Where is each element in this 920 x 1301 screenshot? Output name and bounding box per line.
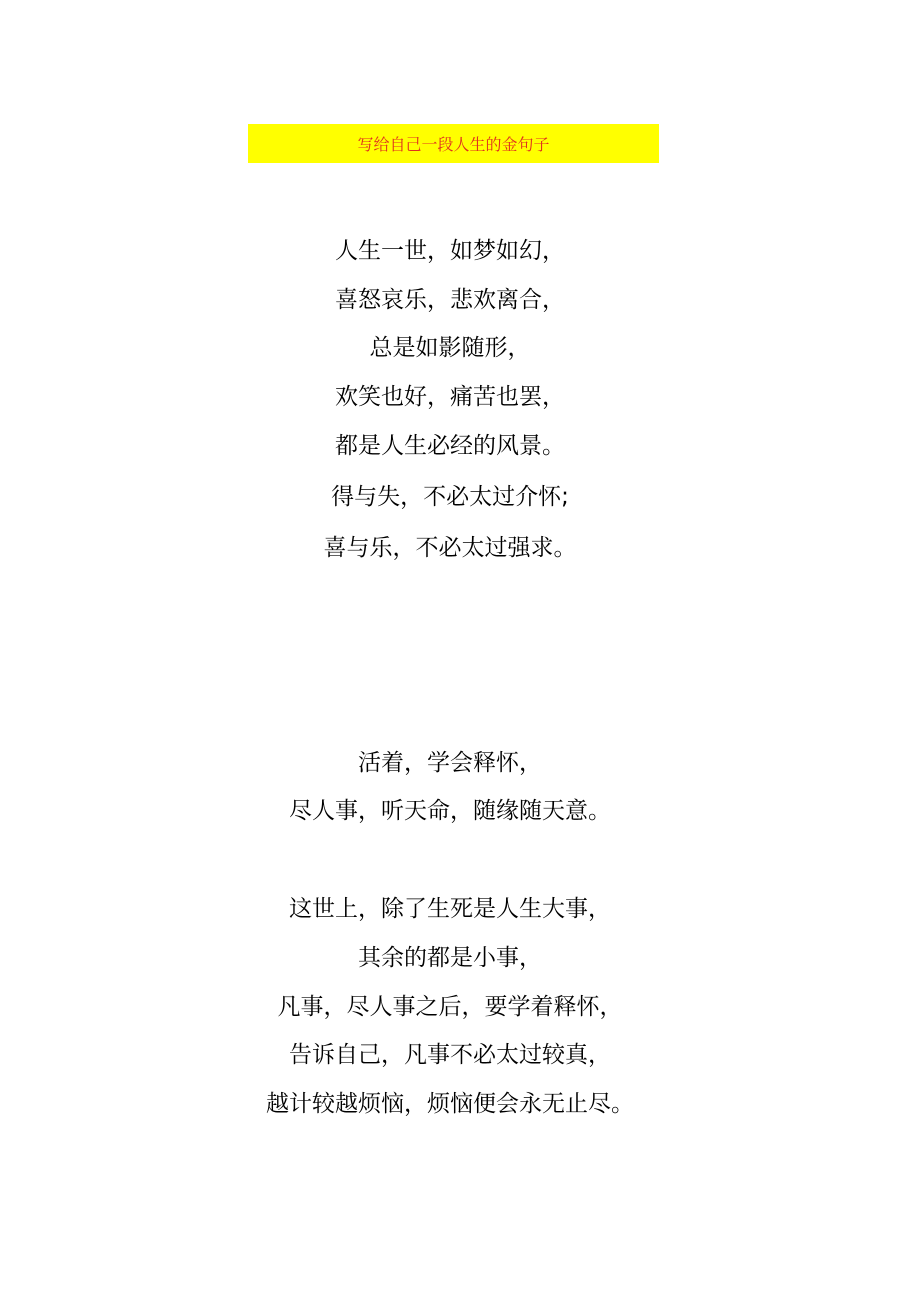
poem-line: 越计较越烦恼，烦恼便会永无止尽。 (266, 1091, 634, 1117)
poem-line: 喜与乐，不必太过强求。 (323, 535, 577, 561)
poem-line: 总是如影随形， (369, 335, 531, 361)
title-banner (248, 124, 659, 163)
poem-line: 凡事，尽人事之后，要学着释怀， (277, 994, 623, 1020)
poem-line: 欢笑也好，痛苦也罢， (335, 384, 565, 410)
poem-line: 活着，学会释怀， (358, 750, 542, 776)
document-title: 写给自己一段人生的金句子 (357, 135, 550, 154)
poem-line: 喜怒哀乐，悲欢离合， (335, 287, 565, 313)
poem-line: 尽人事，听天命，随缘随天意。 (289, 798, 611, 824)
poem-line: 都是人生必经的风景。 (335, 433, 565, 459)
poem-line: 人生一世，如梦如幻， (335, 238, 565, 264)
poem-line: 这世上，除了生死是人生大事， (289, 896, 611, 922)
poem-line: 告诉自己，凡事不必太过较真， (289, 1042, 611, 1068)
poem-line: 得与失，不必太过介怀; (331, 484, 569, 510)
poem-line: 其余的都是小事， (358, 945, 542, 971)
